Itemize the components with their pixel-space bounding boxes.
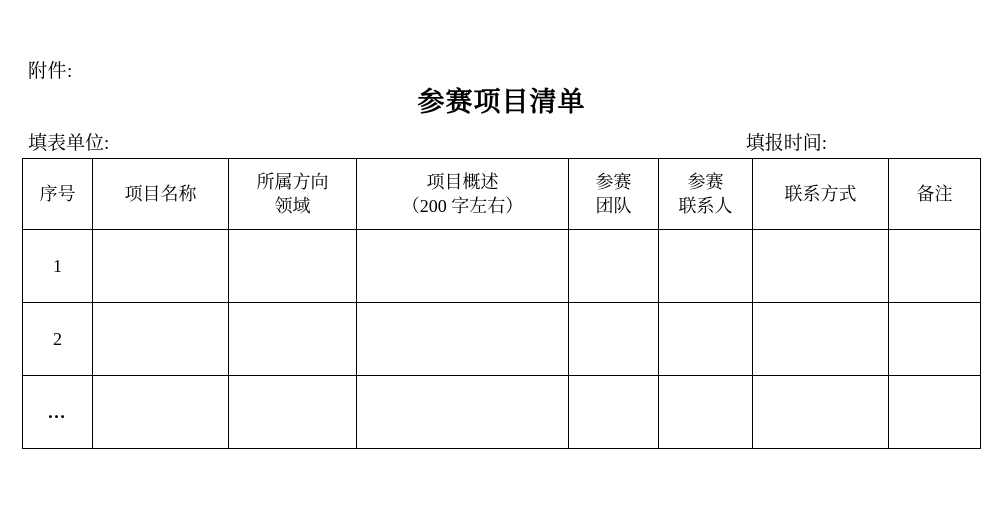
cell-project-name[interactable] [93,303,229,376]
table-body [23,230,981,449]
column-header-summary-line2: （200 字左右） [401,196,524,216]
column-header-index-line1: 序号 [39,183,76,204]
table-row [23,376,981,449]
project-list-table [22,158,981,449]
attachment-label: 附件: [28,61,73,82]
column-header-project-name-line1: 项目名称 [124,183,197,204]
row-index-cell: … [23,376,93,449]
cell-remark[interactable] [889,303,981,376]
cell-summary[interactable] [357,376,569,449]
column-header-contact-person-line2: 联系人 [678,196,733,216]
cell-field[interactable] [229,376,357,449]
form-unit-label: 填表单位: [28,133,110,154]
cell-remark[interactable] [889,376,981,449]
cell-team[interactable] [569,230,659,303]
column-header-summary-line1: 项目概述 [426,171,499,192]
cell-contact-person[interactable] [659,303,753,376]
report-time-label: 填报时间: [745,133,827,154]
cell-field[interactable] [229,303,357,376]
column-header-summary [357,159,569,230]
cell-project-name[interactable] [93,376,229,449]
column-header-index [23,159,93,230]
column-header-contact-info-line1: 联系方式 [784,183,857,204]
cell-contact-person[interactable] [659,230,753,303]
cell-team[interactable] [569,303,659,376]
table-row [23,230,981,303]
column-header-remark [889,159,981,230]
cell-contact-info[interactable] [753,376,889,449]
column-header-field [229,159,357,230]
page-title: 参赛项目清单 [417,87,586,117]
cell-team[interactable] [569,376,659,449]
cell-contact-info[interactable] [753,230,889,303]
column-header-contact-info [753,159,889,230]
table-header-row [23,159,981,230]
column-header-contact-person-line1: 参赛 [687,171,724,192]
column-header-remark-line1: 备注 [916,183,953,204]
column-header-field-line2: 领域 [274,196,311,216]
column-header-contact-person [659,159,753,230]
cell-remark[interactable] [889,230,981,303]
cell-contact-info[interactable] [753,303,889,376]
cell-summary[interactable] [357,303,569,376]
cell-summary[interactable] [357,230,569,303]
column-header-team-line1: 参赛 [595,171,632,192]
table-header [23,159,981,230]
cell-contact-person[interactable] [659,376,753,449]
table-row [23,303,981,376]
row-index-cell: 1 [23,230,93,303]
column-header-team-line2: 团队 [595,196,632,216]
meta-row [28,128,975,152]
column-header-team [569,159,659,230]
column-header-project-name [93,159,229,230]
row-index-cell: 2 [23,303,93,376]
cell-project-name[interactable] [93,230,229,303]
cell-field[interactable] [229,230,357,303]
column-header-field-line1: 所属方向 [256,171,329,192]
